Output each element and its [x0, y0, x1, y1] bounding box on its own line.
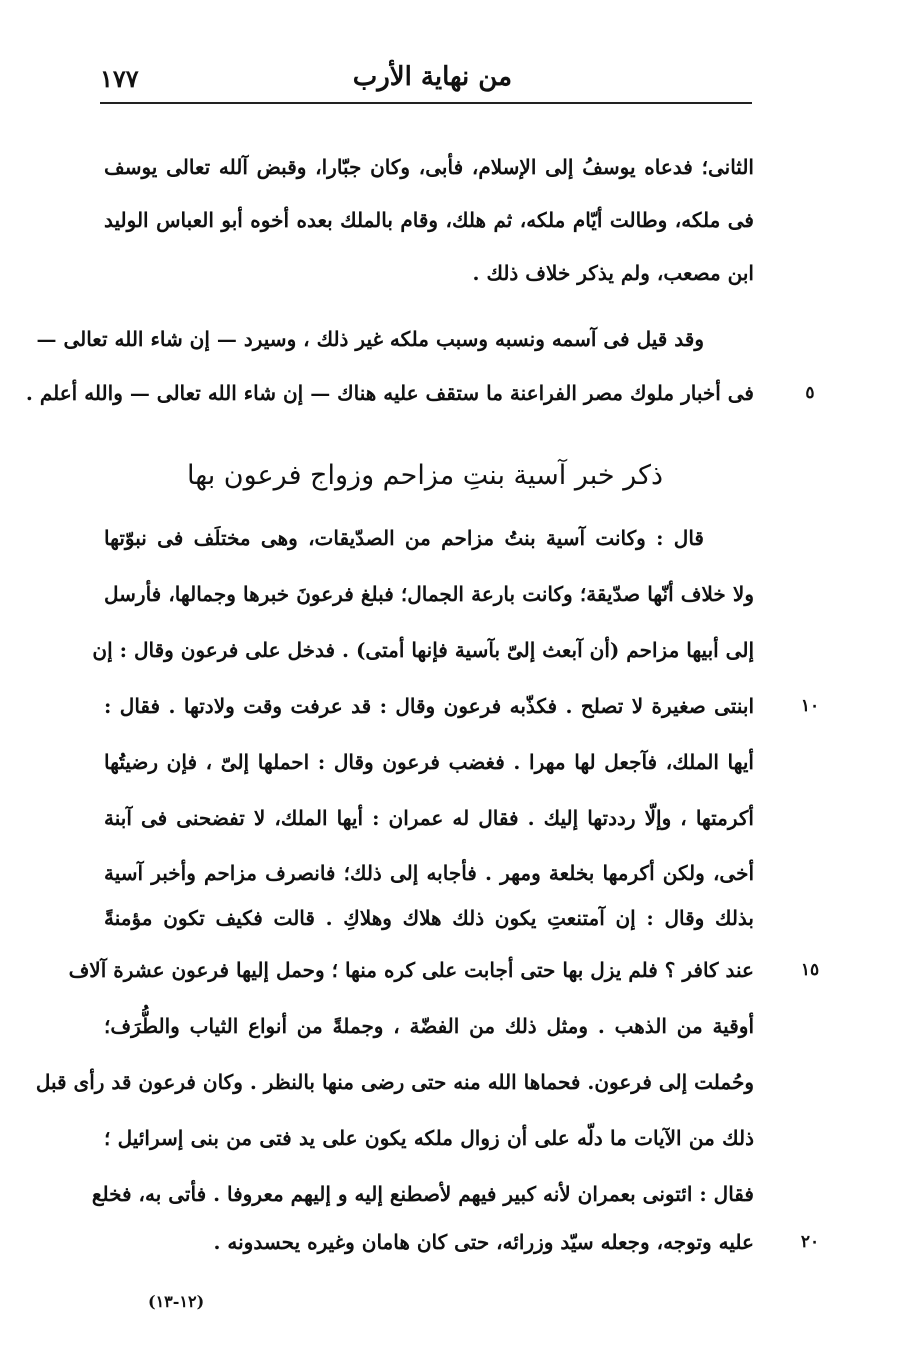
text-line: الثانى؛ فدعاه يوسفُ إلى الإسلام، فأبى، وكان جبّارا، وقبض آلله تعالى يوسف [104, 155, 754, 179]
margin-line-number: ١٠ [800, 696, 820, 716]
header-rule [100, 102, 752, 104]
text-line: أخى، ولكن أكرمها بخلعة ومهر . فأجابه إلى ذلك؛ فانصرف مزاحم وأخبر آسية [104, 861, 754, 885]
text-line: ولا خلاف أنّها صدّيقة؛ وكانت بارعة الجمال؛ فبلغ فرعونَ خبرها وجمالها، فأرسل [104, 582, 754, 606]
text-line: أيها الملك، فآجعل لها مهرا . فغضب فرعون وقال : احملها إلىّ ، فإن رضيتُها [104, 750, 754, 774]
margin-line-number: ٢٠ [800, 1232, 820, 1252]
text-line: فقال : ائتونى بعمران لأنه كبير فيهم لأصطنع إليه و إليهم معروفا . فأتى به، فخلع [91, 1182, 754, 1206]
text-line: ابن مصعب، ولم يذكر خلاف ذلك . [472, 261, 754, 285]
page-header [100, 56, 752, 102]
text-line: إلى أبيها مزاحم (أن آبعث إلىّ بآسية فإنها أمتى) . فدخل على فرعون وقال : إن [92, 638, 754, 662]
text-line: وحُملت إلى فرعون. فحماها الله منه حتى رضى منها بالنظر . وكان فرعون قد رأى قبل [35, 1070, 754, 1094]
margin-line-number: ١٥ [800, 960, 820, 980]
text-line: قال : وكانت آسية بنتُ مزاحم من الصدّيقات، وهى مختلَف فى نبوّتها [104, 526, 704, 550]
text-line: ذلك من الآيات ما دلّه على أن زوال ملكه يكون على يد فتى من بنى إسرائيل ؛ [104, 1126, 754, 1150]
page-number: ١٧٧ [100, 64, 139, 93]
text-line: أكرمتها ، وإلّا رددتها إليك . فقال له عمران : أيها الملك، لا تفضحنى فى آبنة [104, 806, 754, 830]
signature-mark: (١٢-١٣) [148, 1292, 205, 1311]
running-title: من نهاية الأرب [352, 62, 512, 92]
text-line: عليه وتوجه، وجعله سيّد وزرائه، حتى كان هامان وغيره يحسدونه . [213, 1230, 754, 1254]
text-line: فى ملكه، وطالت أيّام ملكه، ثم هلك، وقام بالملك بعده أخوه أبو العباس الوليد [104, 208, 754, 232]
text-line: أوقية من الذهب . ومثل ذلك من الفضّة ، وجملةً من أنواع الثياب والطُّرَف؛ [104, 1014, 754, 1038]
section-heading: ذكر خبر آسية بنتِ مزاحم وزواج فرعون بها [187, 460, 663, 491]
text-line: وقد قيل فى آسمه ونسبه وسبب ملكه غير ذلك ، وسيرد — إن شاء الله تعالى — [36, 327, 704, 351]
text-line: بذلك وقال : إن آمتنعتِ يكون ذلك هلاك وهلاكِ . قالت فكيف تكون مؤمنةً [104, 906, 754, 930]
text-line: فى أخبار ملوك مصر الفراعنة ما ستقف عليه هناك — إن شاء الله تعالى — والله أعلم . [25, 381, 754, 405]
text-line: عند كافر ؟ فلم يزل بها حتى أجابت على كره منها ؛ وحمل إليها فرعون عشرة آلاف [68, 958, 754, 982]
margin-line-number: ٥ [805, 383, 815, 403]
text-line: ابنتى صغيرة لا تصلح . فكذّبه فرعون وقال : قد عرفت وقت ولادتها . فقال : [104, 694, 754, 718]
